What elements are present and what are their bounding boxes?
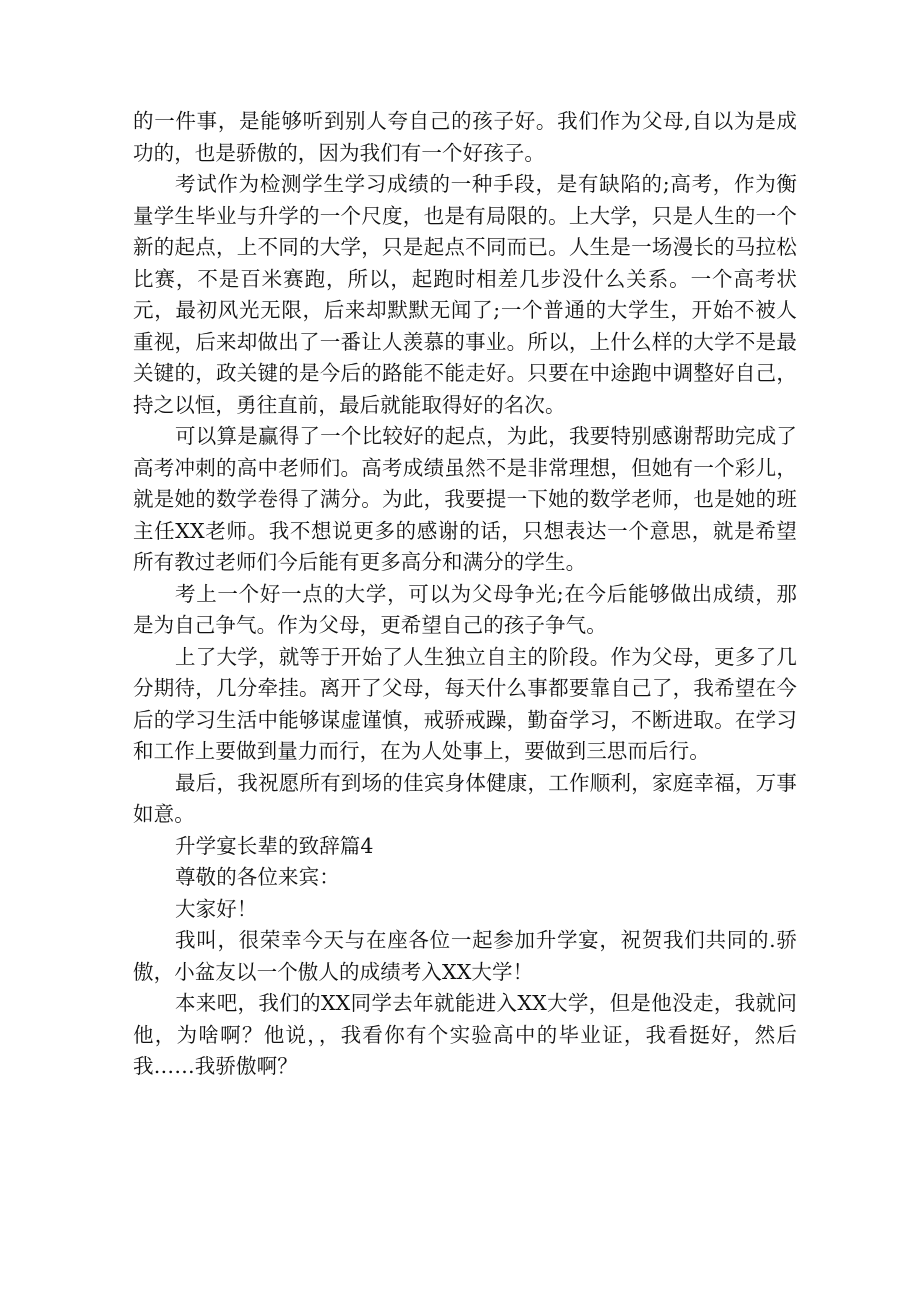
paragraph-10: 我叫，很荣幸今天与在座各位一起参加升学宴，祝贺我们共同的.骄傲，小盆友以一个傲人的成绩考入XX大学！ — [133, 928, 797, 984]
greeting: 大家好！ — [175, 896, 258, 921]
salutation: 尊敬的各位来宾： — [175, 865, 340, 889]
paragraph-5: 上了大学，就等于开始了人生独立自主的阶段。作为父母，更多了几分期待，几分牵挂。离开了父母，每天什么事都要靠自己了，我希望在今后的学习生活中能够谋虚谨慎，戒骄戒躁，勤奋学习，不断进取。在学习和工作上要做到量力而行，在为人处事上，要做到三思而后行。 — [133, 644, 797, 763]
document-page — [133, 106, 797, 1083]
paragraph-3: 可以算是赢得了一个比较好的起点，为此，我要特别感谢帮助完成了高考冲刺的高中老师们。高考成绩虽然不是非常理想，但她有一个彩儿，就是她的数学卷得了满分。为此，我要提一下她的数学老师，也是她的班主任XX老师。我不想说更多的感谢的话，只想表达一个意思，就是希望所有教过老师们今后能有更多高分和满分的学生。 — [133, 424, 797, 574]
paragraph-1: 的一件事，是能够听到别人夸自己的孩子好。我们作为父母,自以为是成功的，也是骄傲的，因为我们有一个好孩子。 — [133, 109, 797, 165]
section-heading: 升学宴长辈的致辞篇4 — [175, 833, 374, 858]
paragraph-2: 考试作为检测学生学习成绩的一种手段，是有缺陷的;高考，作为衡量学生毕业与升学的一个尺度，也是有局限的。上大学，只是人生的一个新的起点，上不同的大学，只是起点不同而已。人生是一场漫长的马拉松比赛，不是百米赛跑，所以，起跑时相差几步没什么关系。一个高考状元，最初风光无限，后来却默默无闻了;一个普通的大学生，开始不被人重视，后来却做出了一番让人羡慕的事业。所以，上什么样的大学不是最关键的，政关键的是今后的路能不能走好。只要在中途跑中调整好自己，持之以恒，勇往直前，最后就能取得好的名次。 — [133, 172, 797, 417]
paragraph-6: 最后，我祝愿所有到场的佳宾身体健康，工作顺利，家庭幸福，万事如意。 — [133, 770, 797, 826]
paragraph-4: 考上一个好一点的大学，可以为父母争光;在今后能够做出成绩，那是为自己争气。作为父母，更希望自己的孩子争气。 — [133, 581, 797, 637]
paragraph-11: 本来吧，我们的XX同学去年就能进入XX大学，但是他没走，我就问他，为啥啊？他说，，我看你有个实验高中的毕业证，我看挺好，然后我……我骄傲啊？ — [133, 991, 797, 1078]
